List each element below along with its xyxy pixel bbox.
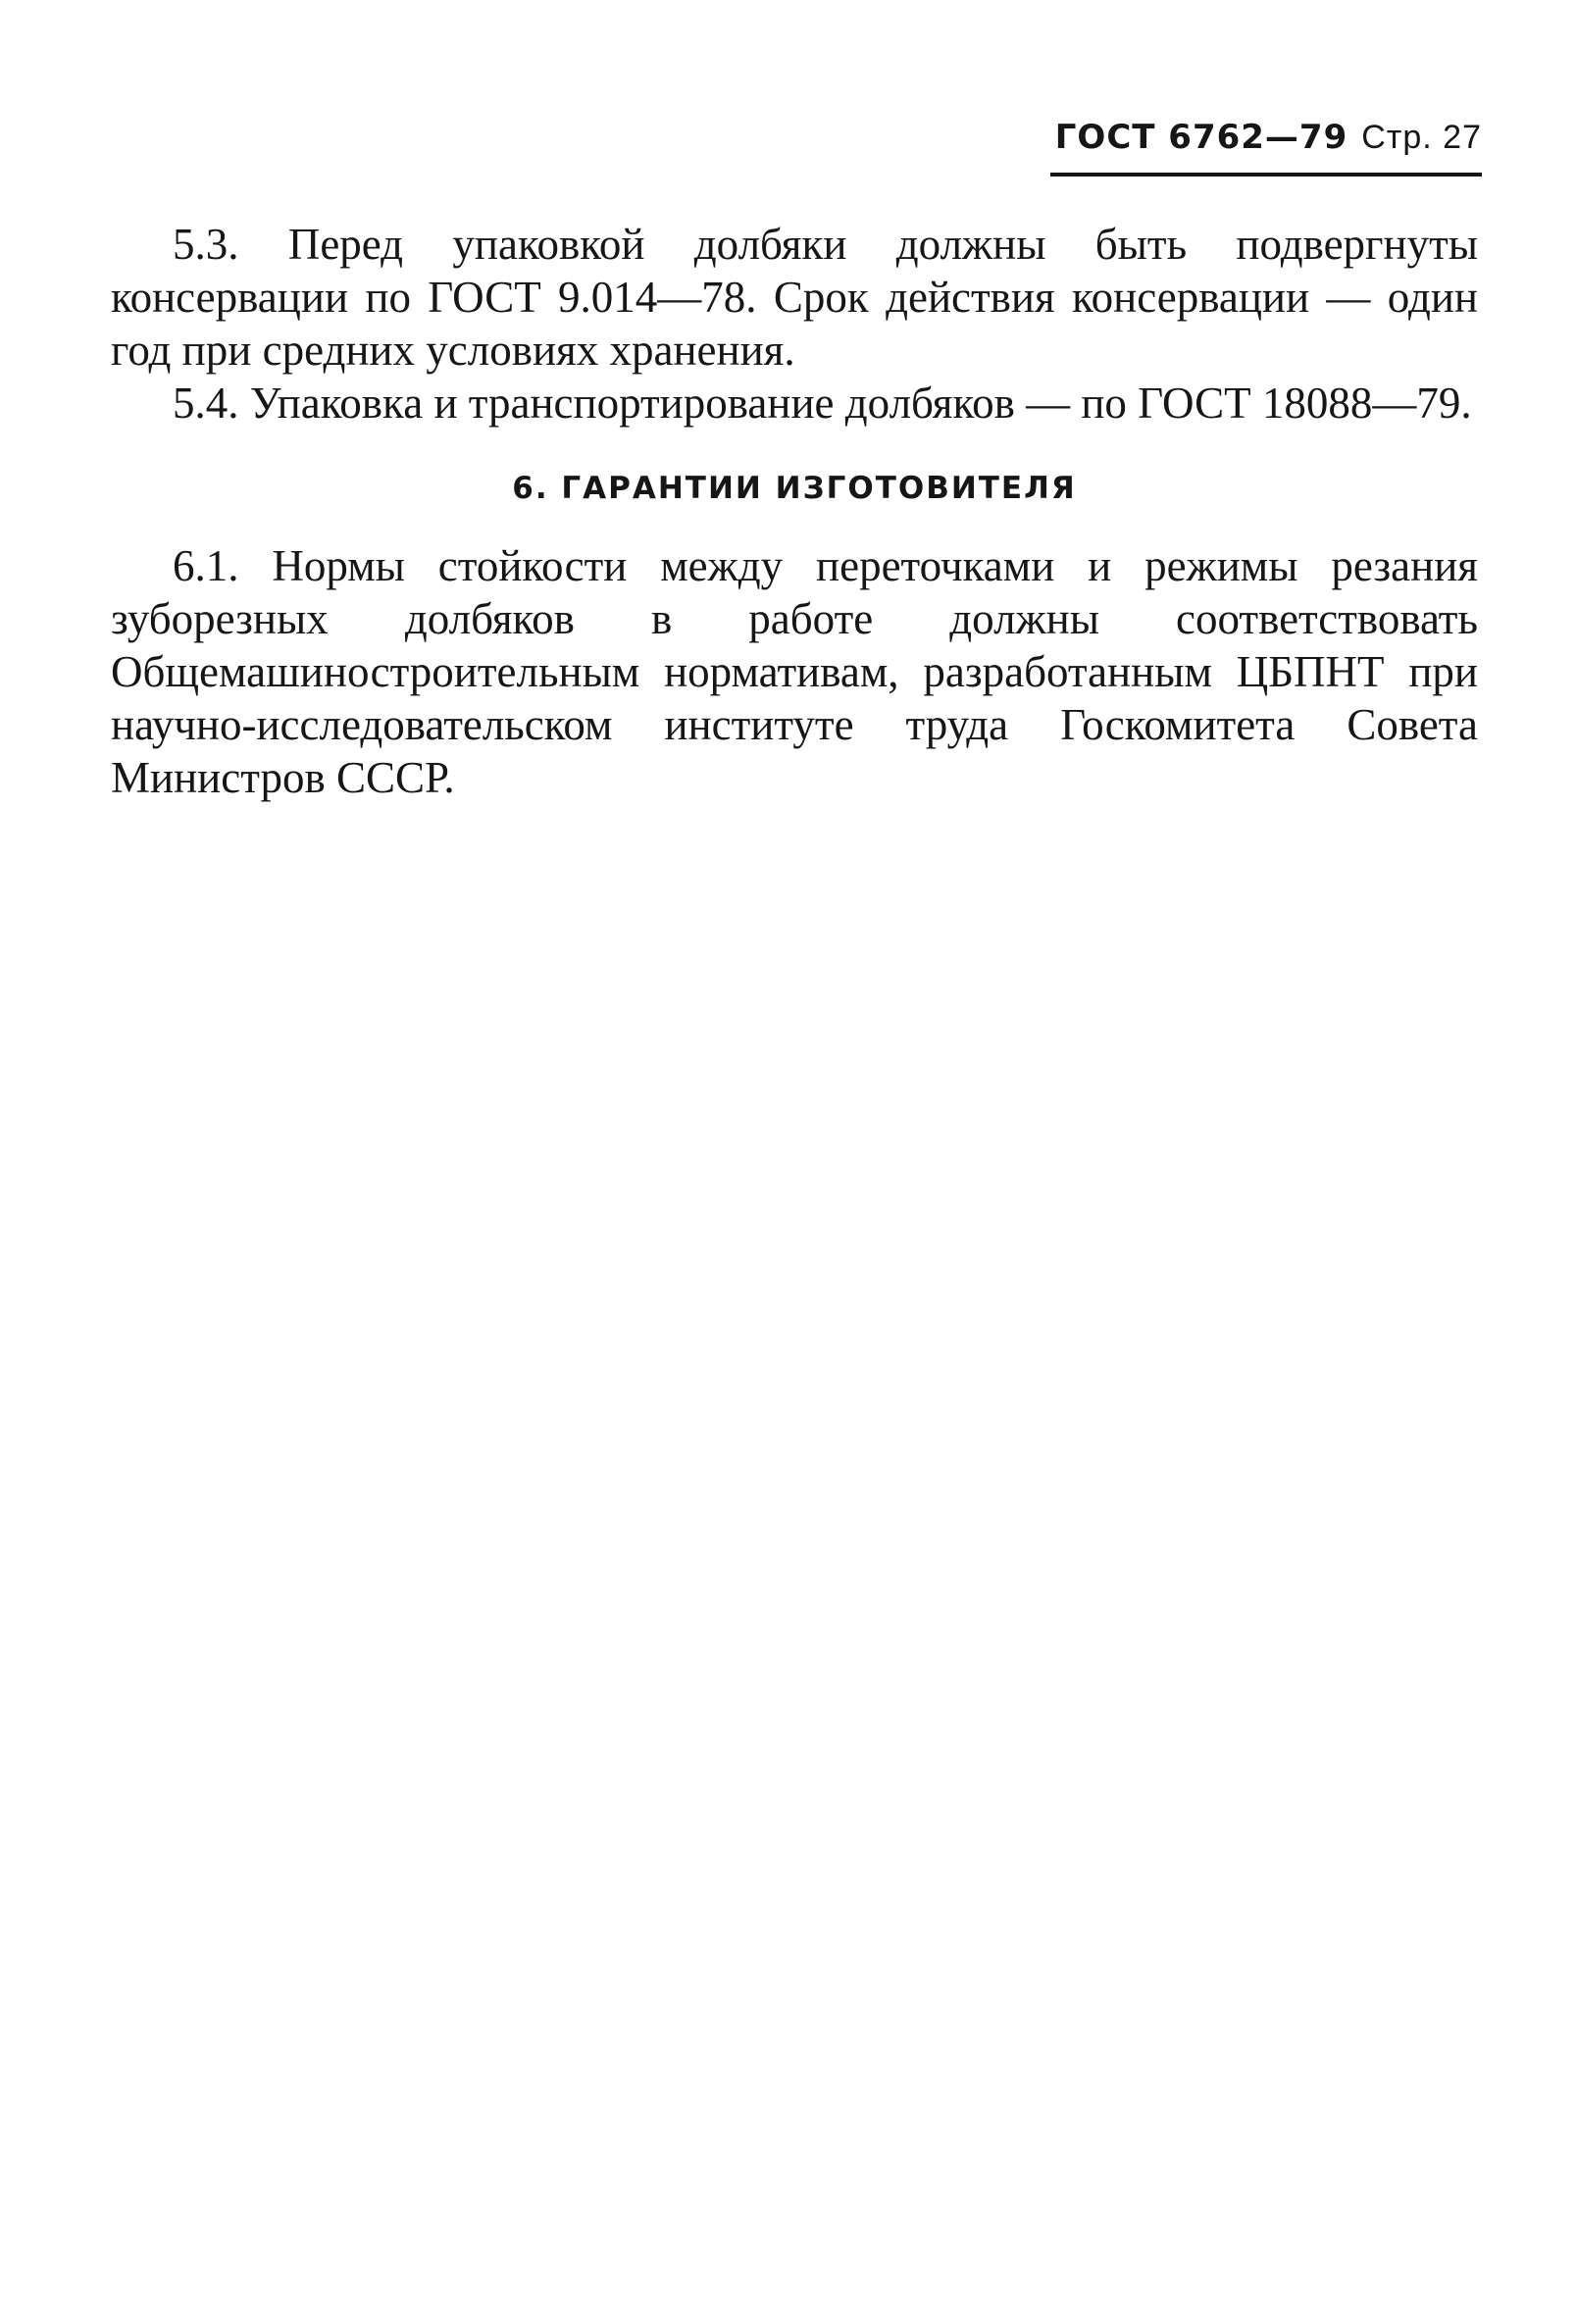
clause-5-3: 5.3. Перед упаковкой долбяки должны быть подвергнуты консервации по ГОСТ 9.014—78. Срок действия консервации — один год при средних условиях хранения. [111,220,1478,375]
document-body [111,218,1478,804]
clause-6-1: 6.1. Нормы стойкости между переточками и режимы резания зуборезных долбяков в работе должны соответствовать Общемашиностроительным нормативам, разработанным ЦБПНТ при научно-исследовательском институте труда Госкомитета Совета Министров СССР. [111,541,1478,802]
running-header [1050,118,1482,177]
page-number: Стр. 27 [1361,119,1482,156]
section-heading: 6. ГАРАНТИИ ИЗГОТОВИТЕЛЯ [512,471,1077,506]
standard-designation: ГОСТ 6762—79 [1054,118,1348,157]
clause-5-4: 5.4. Упаковка и транспортирование долбяков — по ГОСТ 18088—79. [173,379,1472,428]
